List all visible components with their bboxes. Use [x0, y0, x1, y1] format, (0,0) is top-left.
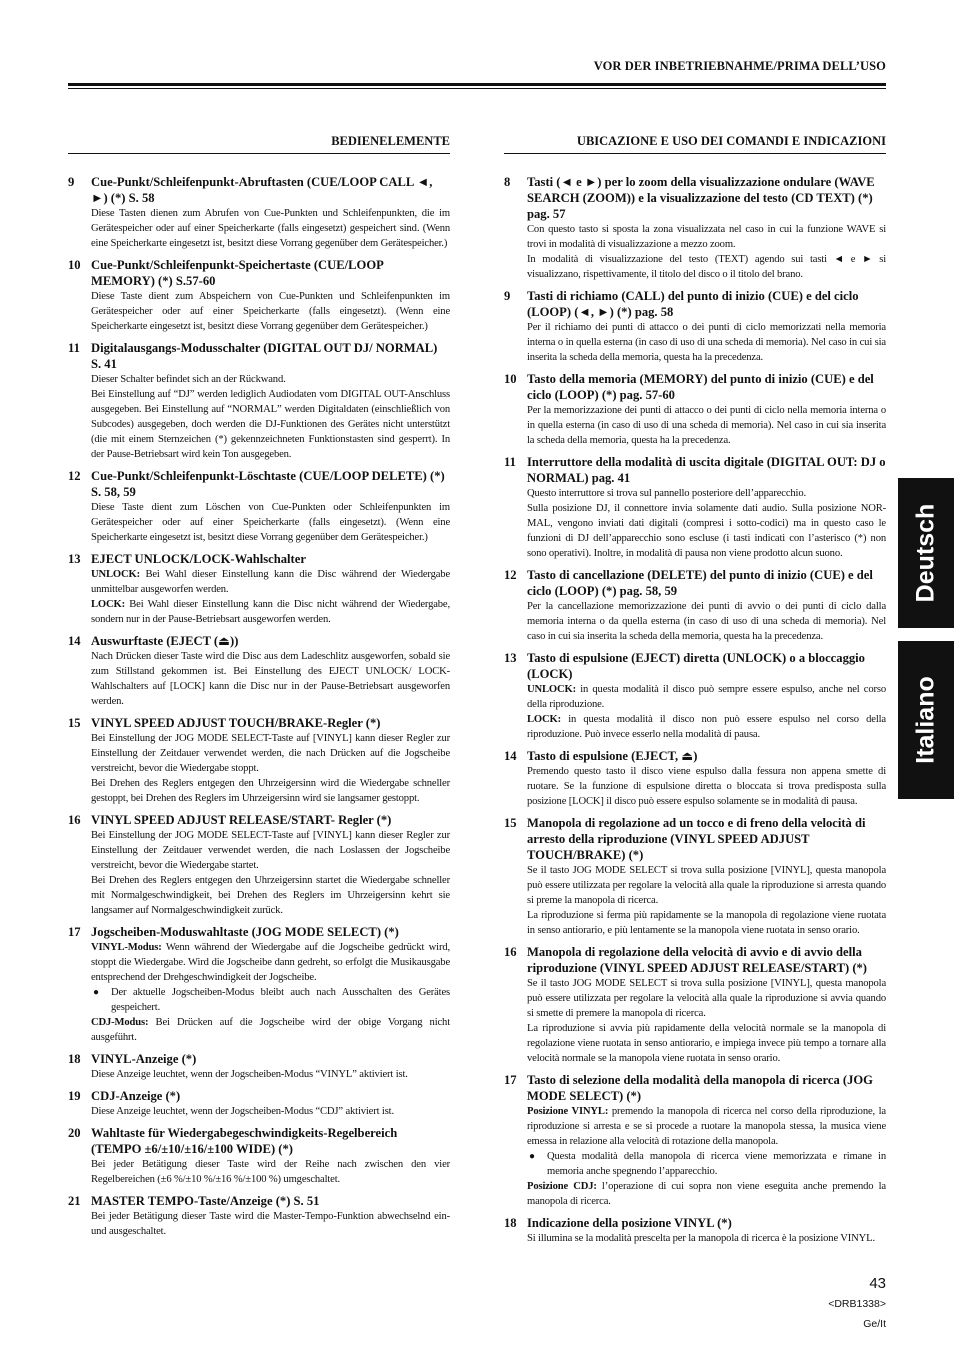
item-paragraph: Questo interruttore si trova sul pannello posteriore dell’apparecchio.: [527, 488, 806, 499]
list-item: [68, 1051, 450, 1082]
list-item: [504, 567, 886, 644]
language-tab-deutsch: [898, 478, 954, 628]
item-paragraph: LOCK: in questa modalità il disco non può essere espulso nel corso della riproduzione. Può invece esserlo nella modalità di pausa.: [527, 714, 886, 740]
item-description: [527, 682, 886, 742]
item-paragraph: UNLOCK: in questa modalità il disco può sempre essere espulso, anche nel corso della riproduzione.: [527, 684, 886, 710]
list-item: [504, 748, 886, 809]
item-description: [91, 567, 450, 627]
item-heading: [68, 715, 450, 731]
item-heading: [68, 1051, 450, 1067]
item-heading: [68, 340, 450, 372]
item-paragraph: Se il tasto JOG MODE SELECT si trova sulla posizione [VINYL], questa manopola può essere utilizzata per regolare la velocità alla quale la riproduzione si arresta quando si preme la manopola di ricerca.: [527, 865, 886, 906]
item-heading: [504, 174, 886, 222]
item-description: [91, 1104, 450, 1119]
item-paragraph: Per il richiamo dei punti di attacco o dei punti di ciclo memorizzati nella memoria interna o in quella esterna (in caso di uso di una scheda di memoria). Nel caso in cui sia inserita la scheda della memoria, questa ha la precedenza.: [527, 322, 886, 363]
item-number: 10: [68, 258, 81, 272]
item-description: [91, 1209, 450, 1239]
item-title: Tasto di espulsione (EJECT) diretta (UNLOCK) o a bloccaggio (LOCK): [527, 651, 865, 681]
item-heading: [68, 1193, 450, 1209]
item-heading: [68, 551, 450, 567]
item-paragraph: Bei Einstellung der JOG MODE SELECT-Taste auf [VINYL] kann dieser Regler zur Einstellung der Zeitdauer verwendet werden, die nach Loslassen der Jogscheibe verstreicht, bevor die Wiedergabe startet.: [91, 830, 450, 871]
list-item: [68, 1125, 450, 1187]
list-item: [504, 174, 886, 282]
item-paragraph: Se il tasto JOG MODE SELECT si trova sulla posizione [VINYL], questa manopola può essere utilizzata per regolare la velocità alla quale la riproduzione si avvia quando si smette di premere la manopola di ricerca.: [527, 978, 886, 1019]
item-title: MASTER TEMPO-Taste/Anzeige (*) S. 51: [91, 1194, 320, 1208]
item-description: [91, 372, 450, 462]
item-paragraph: Bei jeder Betätigung dieser Taste wird der Reihe nach zwischen den vier Regelbereichen (±6 %/±10 %/±16 %/±100 %) umgeschaltet.: [91, 1159, 450, 1185]
list-item: [68, 468, 450, 545]
item-title: Tasto della memoria (MEMORY) del punto di inizio (CUE) e del ciclo (LOOP) (*) pag. 57-60: [527, 372, 874, 402]
left-column-title: BEDIENELEMENTE: [331, 134, 450, 148]
item-paragraph: Per la memorizzazione dei punti di attacco o dei punti di ciclo nella memoria interna o in quella esterna (in caso di uso di una scheda di memoria). Nel caso in cui sia inserita la scheda della memoria, questa ha la precedenza.: [527, 405, 886, 446]
item-number: 14: [504, 749, 517, 763]
item-heading: [68, 1088, 450, 1104]
item-title: Manopola di regolazione ad un tocco e di freno della velocità di arresto della riproduzione (VINYL SPEED ADJUST TOUCH/BRAKE) (*): [527, 816, 866, 862]
item-heading: [504, 288, 886, 320]
item-number: 10: [504, 372, 517, 386]
list-item: [68, 924, 450, 1045]
item-number: 15: [68, 716, 81, 730]
list-item: [504, 454, 886, 561]
item-title: Tasto di espulsione (EJECT, ⏏): [527, 749, 698, 763]
item-paragraph: La riproduzione si avvia più rapidamente della velocità normale se la manopola di regolazione viene ruotata in senso antiorario, e impiega invece più tempo a tornare alla velocità normale se la manopola viene ruotata in senso orario.: [527, 1023, 886, 1064]
item-description: [527, 486, 886, 561]
item-heading: [68, 924, 450, 940]
item-paragraph: Bei Drehen des Reglers entgegen den Uhrzeigersinn startet die Wiedergabe schneller mit Normalgeschwindigkeit, bei Drehen des Reglers im Uhrzeigersinn kehrt sie langsamer auf Normalgeschwindigkeit zurück.: [91, 875, 450, 916]
item-description: [91, 289, 450, 334]
item-title: Tasti (◄ e ►) per lo zoom della visualizzazione ondulare (WAVE SEARCH (ZOOM)) e la visualizzazione del testo (CD TEXT) (*) pag. 57: [527, 175, 875, 221]
list-item: [68, 1088, 450, 1119]
item-title: Tasto di selezione della modalità della manopola di ricerca (JOG MODE SELECT) (*): [527, 1073, 873, 1103]
item-paragraph: Diese Anzeige leuchtet, wenn der Jogscheiben-Modus “VINYL” aktiviert ist.: [91, 1069, 408, 1080]
item-description: [91, 940, 450, 1045]
item-number: 16: [68, 813, 81, 827]
item-number: 11: [68, 341, 80, 355]
item-description: [91, 828, 450, 918]
item-title: Tasto di cancellazione (DELETE) del punto di inizio (CUE) e del ciclo (LOOP) (*) pag. 58, 59: [527, 568, 873, 598]
item-paragraph: Bei Einstellung der JOG MODE SELECT-Taste auf [VINYL] kann dieser Regler zur Einstellung der Zeitdauer verwendet werden, die nach Drücken auf die Jogscheibe verstreicht, bevor die Wiedergabe stoppt.: [91, 733, 450, 774]
list-item: [68, 340, 450, 462]
item-description: [527, 764, 886, 809]
item-paragraph: In modalità di visualizzazione del testo (TEXT) agendo sui tasti ◄ e ► si visualizzano, rispettivamente, il titolo del disco o il titolo del brano.: [527, 254, 886, 280]
language-code: Ge/It: [863, 1318, 886, 1330]
item-number: 9: [68, 175, 75, 189]
left-column: [68, 134, 450, 1245]
paragraph-label: UNLOCK:: [527, 684, 576, 695]
item-title: Interruttore della modalità di uscita digitale (DIGITAL OUT: DJ o NORMAL) pag. 41: [527, 455, 886, 485]
item-description: [527, 1231, 886, 1246]
item-paragraph: Posizione VINYL: premendo la manopola di ricerca nel corso della riproduzione, la riproduzione si arresta e se si procede a ruotare la manopola stessa, la musica viene emessa in relazione alla velocità di rotazione della manopola.: [527, 1106, 886, 1147]
header-title: VOR DER INBETRIEBNAHME/PRIMA DELL’USO: [593, 59, 886, 73]
item-heading: [504, 454, 886, 486]
item-description: [527, 320, 886, 365]
paragraph-label: UNLOCK:: [91, 569, 140, 580]
list-item: [504, 815, 886, 938]
item-description: [527, 599, 886, 644]
item-number: 20: [68, 1126, 81, 1140]
item-heading: [504, 748, 886, 764]
bullet-text: Der aktuelle Jogscheiben-Modus bleibt auch nach Ausschalten des Gerätes gespeichert.: [111, 987, 450, 1013]
item-number: 18: [68, 1052, 81, 1066]
item-paragraph: LOCK: Bei Wahl dieser Einstellung kann die Disc nicht während der Wiedergabe, sondern nur in der Pause-Betriebsart ausgeworfen werden.: [91, 599, 450, 625]
list-item: [504, 944, 886, 1066]
list-item: [68, 633, 450, 709]
right-column: [504, 134, 886, 1252]
list-item: [504, 650, 886, 742]
item-description: [91, 500, 450, 545]
item-number: 14: [68, 634, 81, 648]
item-paragraph: Si illumina se la modalità prescelta per la manopola di ricerca è la posizione VINYL.: [527, 1233, 876, 1244]
item-paragraph: UNLOCK: Bei Wahl dieser Einstellung kann die Disc während der Wiedergabe unmittelbar ausgeworfen werden.: [91, 569, 450, 595]
paragraph-label: VINYL-Modus:: [91, 942, 162, 953]
item-heading: [504, 815, 886, 863]
language-tab-italiano-label: Italiano: [911, 676, 940, 764]
item-description: [91, 731, 450, 806]
item-heading: [504, 567, 886, 599]
list-item: [504, 288, 886, 365]
item-heading: [68, 633, 450, 649]
item-heading: [504, 1215, 886, 1231]
right-column-rule: [504, 153, 886, 154]
item-title: VINYL SPEED ADJUST TOUCH/BRAKE-Regler (*): [91, 716, 381, 730]
item-description: [527, 976, 886, 1066]
item-title: Jogscheiben-Moduswahltaste (JOG MODE SELECT) (*): [91, 925, 399, 939]
header-rule: [68, 83, 886, 86]
item-heading: [504, 944, 886, 976]
right-items: [504, 174, 886, 1246]
item-title: Wahltaste für Wiedergabegeschwindigkeits-Regelbereich (TEMPO ±6/±10/±16/±100 WIDE) (*): [91, 1126, 398, 1156]
item-description: [527, 222, 886, 282]
item-title: Digitalausgangs-Modusschalter (DIGITAL OUT DJ/ NORMAL) S. 41: [91, 341, 438, 371]
item-description: [91, 1067, 450, 1082]
item-number: 17: [504, 1073, 517, 1087]
paragraph-label: CDJ-Modus:: [91, 1017, 149, 1028]
bullet-note: [91, 985, 450, 1015]
item-paragraph: Premendo questo tasto il disco viene espulso dalla fessura non appena smette di ruotare. Se la funzione di espulsione diretta o bloccata si trova predisposta sulla posizione [LOCK] il disco può essere espulso solamente se in modalità di pausa.: [527, 766, 886, 807]
item-heading: [504, 371, 886, 403]
item-paragraph: Diese Taste dient zum Abspeichern von Cue-Punkten und Schleifenpunkten im Gerätespeicher oder auf einer Speicherkarte (falls eingesetzt). (Wenn eine Speicherkarte eingesetzt ist, besitzt diese Vorrang gegenüber dem Gerätespeicher.): [91, 291, 450, 332]
left-items: [68, 174, 450, 1239]
item-title: Auswurftaste (EJECT (⏏)): [91, 634, 239, 648]
item-heading: [68, 174, 450, 206]
item-title: Indicazione della posizione VINYL (*): [527, 1216, 732, 1230]
item-heading: [68, 468, 450, 500]
paragraph-label: LOCK:: [91, 599, 125, 610]
right-column-title: UBICAZIONE E USO DEI COMANDI E INDICAZIONI: [576, 134, 886, 148]
item-paragraph: Bei Drehen des Reglers entgegen den Uhrzeigersinn wird die Wiedergabe schneller gestoppt, bei Drehen des Reglers im Uhrzeigersinn wird sie langsamer gestoppt.: [91, 778, 450, 804]
list-item: [504, 1072, 886, 1209]
item-number: 17: [68, 925, 81, 939]
item-title: CDJ-Anzeige (*): [91, 1089, 181, 1103]
list-item: [68, 715, 450, 806]
item-heading: [68, 1125, 450, 1157]
list-item: [504, 371, 886, 448]
item-number: 13: [68, 552, 81, 566]
item-number: 21: [68, 1194, 81, 1208]
list-item: [68, 551, 450, 627]
list-item: [68, 174, 450, 251]
item-paragraph: La riproduzione si ferma più rapidamente se la manopola di regolazione viene ruotata in senso antiorario, e più lentamente se la manopola viene ruotata in senso orario.: [527, 910, 886, 936]
list-item: [68, 1193, 450, 1239]
item-title: Manopola di regolazione della velocità di avvio e di avvio della riproduzione (VINYL SPEED ADJUST RELEASE/START) (*): [527, 945, 868, 975]
item-number: 9: [504, 289, 511, 303]
item-title: VINYL-Anzeige (*): [91, 1052, 197, 1066]
item-description: [91, 206, 450, 251]
item-number: 13: [504, 651, 517, 665]
item-description: [527, 403, 886, 448]
bullet-dot-icon: ●: [529, 1151, 535, 1162]
item-number: 15: [504, 816, 517, 830]
item-heading: [504, 1072, 886, 1104]
item-paragraph: Dieser Schalter befindet sich an der Rückwand.: [91, 374, 286, 385]
item-number: 16: [504, 945, 517, 959]
item-number: 18: [504, 1216, 517, 1230]
item-description: [91, 649, 450, 709]
item-paragraph: Bei Einstellung auf “DJ” werden lediglich Audiodaten vom DIGITAL OUT-Anschluss ausgegeben. Bei Einstellung auf “NORMAL” werden Digitaldaten (einschließlich von Subcodes) ausgegeben, doch werden die DJ-Funktionen des Gerätes nicht unterstützt (die mit einem Sternzeichen (*) gekennzeichneten Funktionstasten sind gesperrt). In der Pause-Betriebsart wird kein Ton ausgegeben.: [91, 389, 450, 460]
document-code: <DRB1338>: [828, 1298, 886, 1310]
item-paragraph: CDJ-Modus: Bei Drücken auf die Jogscheibe wird der obige Vorgang nicht ausgeführt.: [91, 1017, 450, 1043]
bullet-dot-icon: ●: [93, 987, 99, 998]
left-column-rule: [68, 153, 450, 154]
item-number: 11: [504, 455, 516, 469]
language-tab-italiano: [898, 641, 954, 799]
item-paragraph: VINYL-Modus: Wenn während der Wiedergabe auf die Jogscheibe gedrückt wird, stoppt die Wiedergabe. Wird die Jogscheibe dann gedreht, so erfolgt die Musikausgabe entsprechend der Drehgeschwindigkeit der Jogscheibe.: [91, 942, 450, 983]
page-number: 43: [869, 1275, 886, 1292]
item-number: 19: [68, 1089, 81, 1103]
paragraph-label: Posizione VINYL:: [527, 1106, 609, 1117]
item-title: EJECT UNLOCK/LOCK-Wahlschalter: [91, 552, 306, 566]
list-item: [504, 1215, 886, 1246]
item-paragraph: Diese Anzeige leuchtet, wenn der Jogscheiben-Modus “CDJ” aktiviert ist.: [91, 1106, 394, 1117]
item-description: [91, 1157, 450, 1187]
language-tab-deutsch-label: Deutsch: [911, 503, 940, 603]
item-number: 8: [504, 175, 511, 189]
item-number: 12: [504, 568, 517, 582]
paragraph-label: LOCK:: [527, 714, 561, 725]
bullet-note: [527, 1149, 886, 1179]
bullet-text: Questa modalità della manopola di ricerca viene memorizzata e rimane in memoria anche spegnendo l’apparecchio.: [547, 1151, 886, 1177]
item-heading: [504, 650, 886, 682]
item-title: Cue-Punkt/Schleifenpunkt-Speichertaste (CUE/LOOP MEMORY) (*) S.57-60: [91, 258, 384, 288]
paragraph-label: Posizione CDJ:: [527, 1181, 597, 1192]
item-heading: [68, 812, 450, 828]
item-paragraph: Diese Taste dient zum Löschen von Cue-Punkten oder Schleifenpunkten im Gerätespeicher oder auf einer Speicherkarte (falls eingesetzt). (Wenn eine Speicherkarte eingesetzt ist, besitzt diese Vorrang gegenüber dem Gerätespeicher.): [91, 502, 450, 543]
header-rule-thin: [68, 88, 886, 89]
item-description: [527, 863, 886, 938]
item-title: VINYL SPEED ADJUST RELEASE/START- Regler (*): [91, 813, 392, 827]
list-item: [68, 257, 450, 334]
list-item: [68, 812, 450, 918]
item-paragraph: Diese Tasten dienen zum Abrufen von Cue-Punkten und Schleifenpunkten, die im Gerätespeicher oder auf einer Speicherkarte (falls eingesetzt) gespeichert sind. (Wenn eine Speicherkarte eingesetzt ist, besitzt diese Vorrang gegenüber dem Gerätespeicher.): [91, 208, 450, 249]
item-title: Cue-Punkt/Schleifenpunkt-Löschtaste (CUE/LOOP DELETE) (*) S. 58, 59: [91, 469, 445, 499]
item-paragraph: Con questo tasto si sposta la zona visualizzata nel caso in cui la funzione WAVE si trovi in modalità di visualizzazione a mezzo zoom.: [527, 224, 886, 250]
item-title: Cue-Punkt/Schleifenpunkt-Abruftasten (CUE/LOOP CALL ◄, ►) (*) S. 58: [91, 175, 433, 205]
item-paragraph: Posizione CDJ: l’operazione di cui sopra non viene eseguita anche premendo la manopola di ricerca.: [527, 1181, 886, 1207]
item-paragraph: Bei jeder Betätigung dieser Taste wird die Master-Tempo-Funktion abwechselnd ein- und ausgeschaltet.: [91, 1211, 450, 1237]
item-heading: [68, 257, 450, 289]
item-paragraph: Per la cancellazione memorizzazione dei punti di avvio o dei punti di ciclo dalla memoria interna o da quella esterna (in caso di uso di una scheda di memoria). Nel caso in cui sia inserita la scheda della memoria, questa ha la precedenza.: [527, 601, 886, 642]
item-paragraph: Sulla posizione DJ, il connettore invia solamente dati audio. Sulla posizione NOR-MAL, vengono inviati dati digitali (compresi i sotto-codici) ma in questo caso le funzioni di DJ dell’apparecchio sono escluse (i tasti indicati con l’asterisco (*) non sono operativi). Inoltre, in modalità di pausa non viene prodotto alcun suono.: [527, 503, 886, 559]
item-number: 12: [68, 469, 81, 483]
item-description: [527, 1104, 886, 1209]
item-paragraph: Nach Drücken dieser Taste wird die Disc aus dem Ladeschlitz ausgeworfen, sobald sie zum Stillstand gekommen ist. Bei Einstellung des EJECT UNLOCK/ LOCK-Wahlschalters auf [LOCK] kann die Disc nur in der Pause-Betriebsart ausgeworfen werden.: [91, 651, 450, 707]
item-title: Tasti di richiamo (CALL) del punto di inizio (CUE) e del ciclo (LOOP) (◄, ►) (*) pag. 58: [527, 289, 859, 319]
